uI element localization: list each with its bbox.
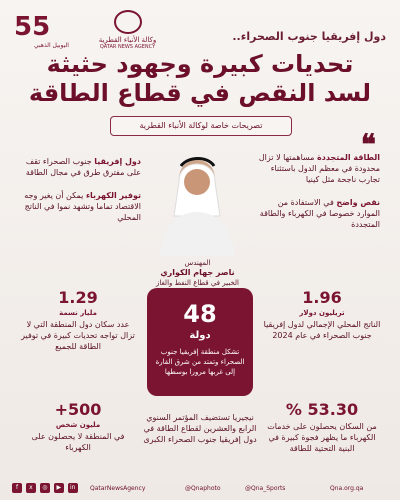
footer-agency[interactable]: QatarNewsAgency bbox=[90, 485, 146, 492]
social-icons bbox=[12, 483, 80, 493]
quote-left-column bbox=[16, 156, 141, 223]
stat-access-rate bbox=[262, 400, 382, 454]
instagram-icon[interactable]: ◎ bbox=[40, 483, 50, 493]
stat-gdp-value: 1.96 bbox=[302, 288, 342, 307]
quote-right-2-text: في الاستفادة من الموارد خصوصا في الكهرباء والطاقة المتجددة bbox=[259, 198, 380, 229]
quote-left-2-text: يمكن أن يغير وجه الاقتصاد تماما وتشهد نموا في الناتج المحلي bbox=[24, 191, 141, 222]
anniversary-caption: اليوبيل الذهبي bbox=[34, 42, 69, 49]
quote-left-1-text: جنوب الصحراء تقف على مفترق طرق في مجال الطاقة bbox=[25, 157, 141, 177]
nigeria-note: نيجيريا تستضيف المؤتمر السنوي الرابع والعشرين لقطاع الطاقة في دول إفريقيا جنوب الصحراء الكبرى bbox=[143, 413, 257, 444]
stat-population-desc: عدد سكان دول المنطقة التي لا تزال تواجه تحديات كبيرة في توفير الطاقة للجميع bbox=[21, 320, 135, 351]
stat-population-value: 1.29 bbox=[58, 288, 98, 307]
footer-sports[interactable]: @Qna_Sports bbox=[245, 485, 286, 492]
footer-site[interactable]: Qna.org.qa bbox=[330, 485, 364, 492]
agency-logo bbox=[80, 10, 175, 50]
footer-photo[interactable]: @Qnaphoto bbox=[185, 485, 221, 492]
stat-gdp-unit: تريليون دولار bbox=[299, 309, 345, 317]
headline: تحديات كبيرة وجهود حثيثة لسد النقص في قطاع الطاقة bbox=[28, 50, 372, 107]
quote-right-column bbox=[255, 152, 380, 230]
agency-name-en: QATAR NEWS AGENCY bbox=[99, 44, 156, 50]
stat-countries-value: 48 bbox=[183, 300, 217, 328]
quote-right-1 bbox=[255, 152, 380, 185]
kicker: دول إفريقيا جنوب الصحراء.. bbox=[232, 30, 386, 43]
stat-countries-card bbox=[147, 288, 253, 396]
subtag: تصريحات خاصة لوكالة الأنباء القطرية bbox=[110, 116, 292, 136]
stat-no-electricity-unit: مليون شخص bbox=[55, 421, 101, 429]
expert-portrait bbox=[150, 138, 245, 256]
stat-gdp bbox=[262, 288, 382, 341]
facebook-icon[interactable]: f bbox=[12, 483, 22, 493]
stat-countries-unit: دولة bbox=[189, 330, 211, 341]
quote-left-1-emphasis: دول إفريقيا bbox=[94, 157, 141, 166]
expert-name: ناصر جهام الكواري bbox=[160, 268, 235, 277]
x-icon[interactable]: x bbox=[26, 483, 36, 493]
stat-no-electricity bbox=[18, 400, 138, 453]
stat-population-unit: مليار نسمة bbox=[59, 309, 97, 317]
quote-mark-icon: ❝ bbox=[360, 128, 376, 161]
stat-access-rate-value: 53.30 % bbox=[285, 400, 359, 419]
header bbox=[0, 0, 400, 120]
anniversary-logo bbox=[14, 12, 74, 49]
stat-gdp-desc: الناتج المحلي الإجمالي لدول إفريقيا جنوب الصحراء في عام 2024 bbox=[263, 320, 381, 340]
stat-population bbox=[18, 288, 138, 352]
stat-no-electricity-desc: في المنطقة لا يحصلون على الكهرباء bbox=[31, 432, 125, 452]
quote-right-2-emphasis: نقص واضح bbox=[336, 198, 380, 207]
quote-left-2-emphasis: توفير الكهرباء bbox=[85, 191, 141, 200]
quote-right-1-emphasis: الطاقة المتجددة bbox=[316, 153, 380, 162]
quote-left-1 bbox=[16, 156, 141, 178]
stat-countries-desc: تشكل منطقة إفريقيا جنوب الصحراء وتمتد من شرق القارة إلى غربها مرورا بوسطها bbox=[155, 348, 245, 376]
stat-access-rate-desc: من السكان يحصلون على خدمات الكهرباء ما يظهر فجوة كبيرة في البنية التحتية للطاقة bbox=[267, 422, 377, 453]
expert-title: المهندس bbox=[184, 259, 211, 267]
quote-left-2 bbox=[16, 190, 141, 223]
agency-logo-icon bbox=[114, 10, 142, 34]
anniversary-number: 55 bbox=[14, 12, 51, 42]
expert-caption bbox=[150, 258, 245, 288]
footer bbox=[0, 478, 400, 500]
youtube-icon[interactable]: ▶ bbox=[54, 483, 64, 493]
linkedin-icon[interactable]: in bbox=[68, 483, 78, 493]
stat-no-electricity-value: 500+ bbox=[54, 400, 102, 419]
quote-right-2 bbox=[255, 197, 380, 230]
agency-name-ar: وكالة الأنباء القطرية bbox=[98, 36, 157, 44]
quote-right-1-text: مساهمتها لا تزال محدودة في معظم الدول باستثناء تجارب ناجحة مثل كينيا bbox=[258, 153, 380, 184]
expert-role: الخبير في قطاع النفط والغاز bbox=[156, 279, 239, 287]
